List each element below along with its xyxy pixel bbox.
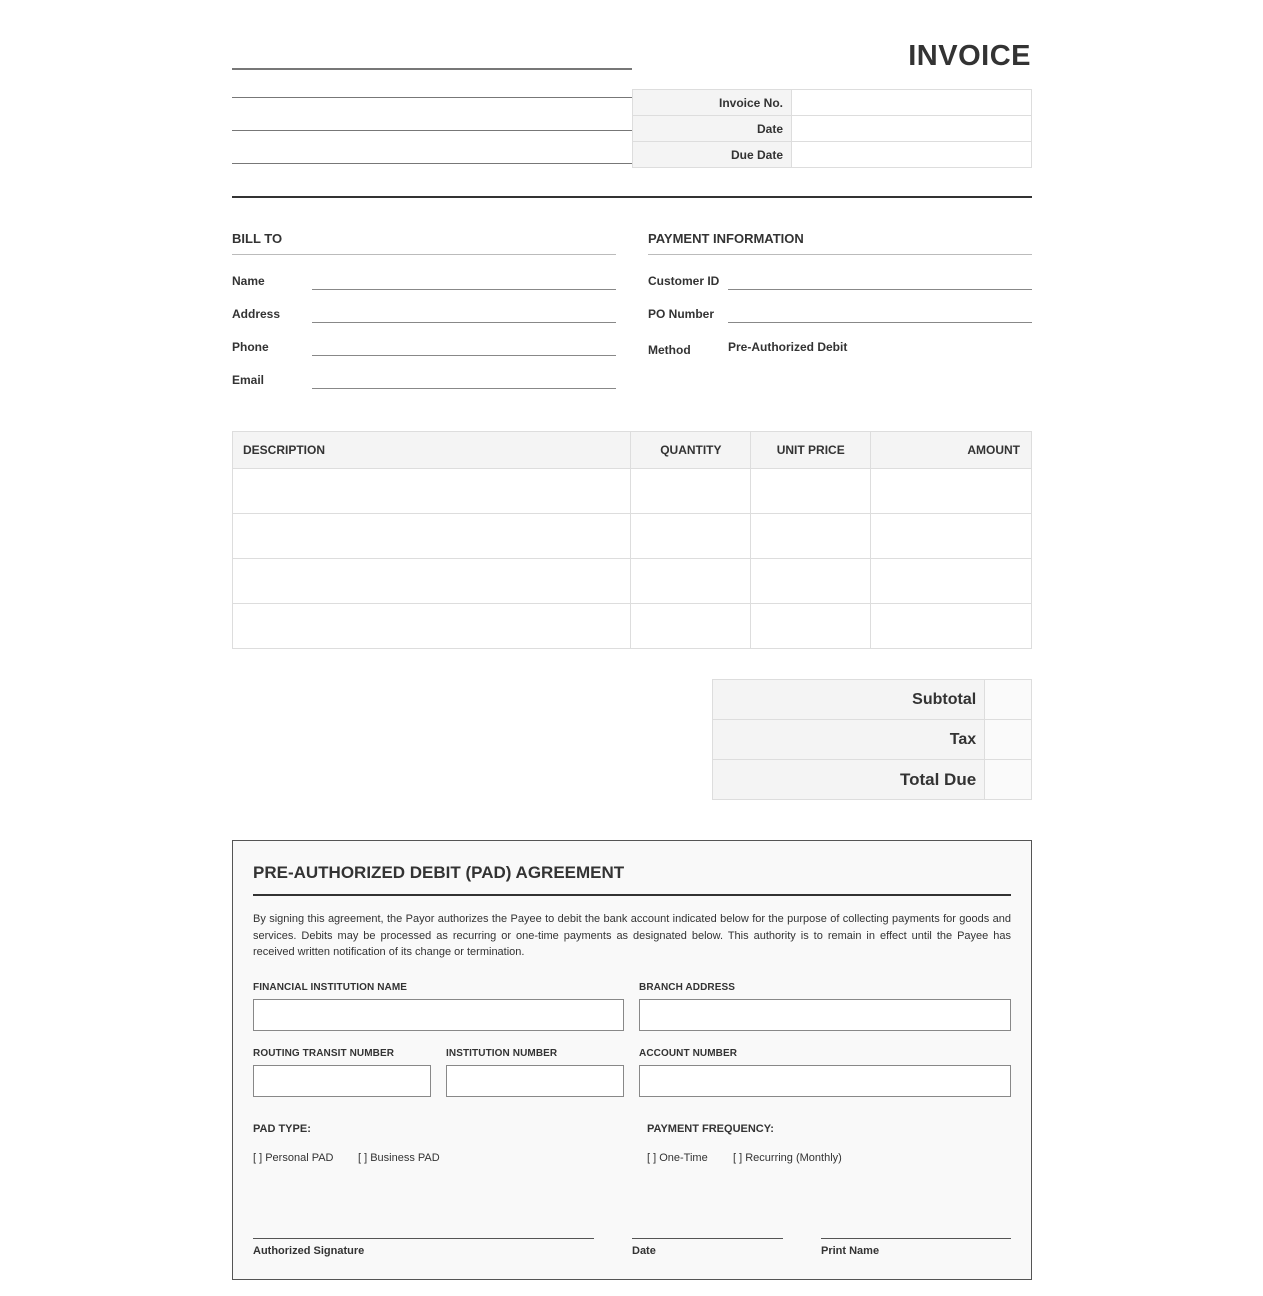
pad-agreement-text: By signing this agreement, the Payor authorizes the Payee to debit the bank account indicated below for the purpose of collecting payments for goods and services. Debits may be processed as recurring or one-time payments as designated below. This authority is to remain in effect until the Payee has received written notification of its change or termination. [253,913,1011,958]
method-label: Method [648,343,691,357]
pad-agreement-box [232,840,1032,1280]
payment-info-divider [648,254,1032,255]
print-name-label: Print Name [821,1245,880,1257]
customer-id-field[interactable] [728,289,1032,290]
name-label: Name [232,274,265,288]
payment-info-title: PAYMENT INFORMATION [648,231,804,246]
unit-price-cell[interactable] [751,559,871,604]
bill-to-title: BILL TO [232,231,283,246]
invoice-date-field[interactable] [792,116,1032,142]
authorized-signature-label: Authorized Signature [253,1245,365,1257]
company-address-line-1[interactable] [232,97,632,98]
company-name-line[interactable] [232,68,632,70]
institution-name-label: FINANCIAL INSTITUTION NAME [253,982,408,993]
pad-agreement-divider [253,894,1011,896]
unit-price-cell[interactable] [751,514,871,559]
description-header: DESCRIPTION [233,432,631,469]
po-number-field[interactable] [728,322,1032,323]
company-address-line-3[interactable] [232,163,632,164]
table-row [233,514,1032,559]
payment-frequency-label: PAYMENT FREQUENCY: [647,1123,774,1135]
quantity-header: QUANTITY [631,432,751,469]
name-field[interactable] [312,289,616,290]
po-number-label: PO Number [648,307,715,321]
line-items-table [232,431,1032,649]
one-time-checkbox[interactable]: [ ] One-Time [647,1152,708,1164]
unit-price-header: UNIT PRICE [751,432,871,469]
table-row [233,469,1032,514]
subtotal-row [713,680,1032,720]
invoice-meta-table [632,89,1032,168]
due-date-field[interactable] [792,142,1032,168]
subtotal-value[interactable] [985,680,1032,720]
total-due-label: Total Due [713,760,985,800]
subtotal-label: Subtotal [713,680,985,720]
unit-price-cell[interactable] [751,469,871,514]
company-address-line-2[interactable] [232,130,632,131]
unit-price-cell[interactable] [751,604,871,649]
address-label: Address [232,307,281,321]
table-row [233,604,1032,649]
authorized-signature-line[interactable] [253,1238,594,1239]
signature-date-label: Date [632,1245,656,1257]
quantity-cell[interactable] [631,514,751,559]
invoice-title: INVOICE [908,40,1031,72]
email-field[interactable] [312,388,616,389]
invoice-number-field[interactable] [792,90,1032,116]
phone-field[interactable] [312,355,616,356]
description-cell[interactable] [233,514,631,559]
total-due-value[interactable] [985,760,1032,800]
amount-cell[interactable] [871,559,1032,604]
personal-pad-checkbox[interactable]: [ ] Personal PAD [253,1152,334,1164]
invoice-date-label: Date [633,116,792,142]
description-cell[interactable] [233,469,631,514]
print-name-line[interactable] [821,1238,1011,1239]
tax-row [713,720,1032,760]
quantity-cell[interactable] [631,604,751,649]
invoice-date-row [633,116,1032,142]
due-date-label: Due Date [633,142,792,168]
business-pad-checkbox[interactable]: [ ] Business PAD [358,1152,440,1164]
account-number-label: ACCOUNT NUMBER [639,1048,738,1059]
pad-type-label: PAD TYPE: [253,1123,311,1135]
institution-number-label: INSTITUTION NUMBER [446,1048,558,1059]
routing-transit-label: ROUTING TRANSIT NUMBER [253,1048,395,1059]
totals-table [712,679,1032,800]
description-cell[interactable] [233,604,631,649]
signature-date-line[interactable] [632,1238,783,1239]
amount-cell[interactable] [871,514,1032,559]
amount-header: AMOUNT [871,432,1032,469]
invoice-number-label: Invoice No. [633,90,792,116]
table-row [233,559,1032,604]
amount-cell[interactable] [871,604,1032,649]
branch-address-label: BRANCH ADDRESS [639,982,736,993]
invoice-number-row [633,90,1032,116]
routing-transit-input[interactable] [253,1065,431,1097]
bill-to-divider [232,254,616,255]
header-divider [232,196,1032,198]
phone-label: Phone [232,340,269,354]
quantity-cell[interactable] [631,559,751,604]
method-value: Pre-Authorized Debit [728,340,848,354]
line-items-header [233,432,1032,469]
account-number-input[interactable] [639,1065,1011,1097]
due-date-row [633,142,1032,168]
customer-id-label: Customer ID [648,274,720,288]
pad-agreement-title: PRE-AUTHORIZED DEBIT (PAD) AGREEMENT [253,863,625,882]
email-label: Email [232,373,265,387]
recurring-monthly-checkbox[interactable]: [ ] Recurring (Monthly) [733,1152,842,1164]
tax-label: Tax [713,720,985,760]
institution-name-input[interactable] [253,999,624,1031]
branch-address-input[interactable] [639,999,1011,1031]
amount-cell[interactable] [871,469,1032,514]
institution-number-input[interactable] [446,1065,624,1097]
address-field[interactable] [312,322,616,323]
tax-value[interactable] [985,720,1032,760]
description-cell[interactable] [233,559,631,604]
quantity-cell[interactable] [631,469,751,514]
total-due-row [713,760,1032,800]
